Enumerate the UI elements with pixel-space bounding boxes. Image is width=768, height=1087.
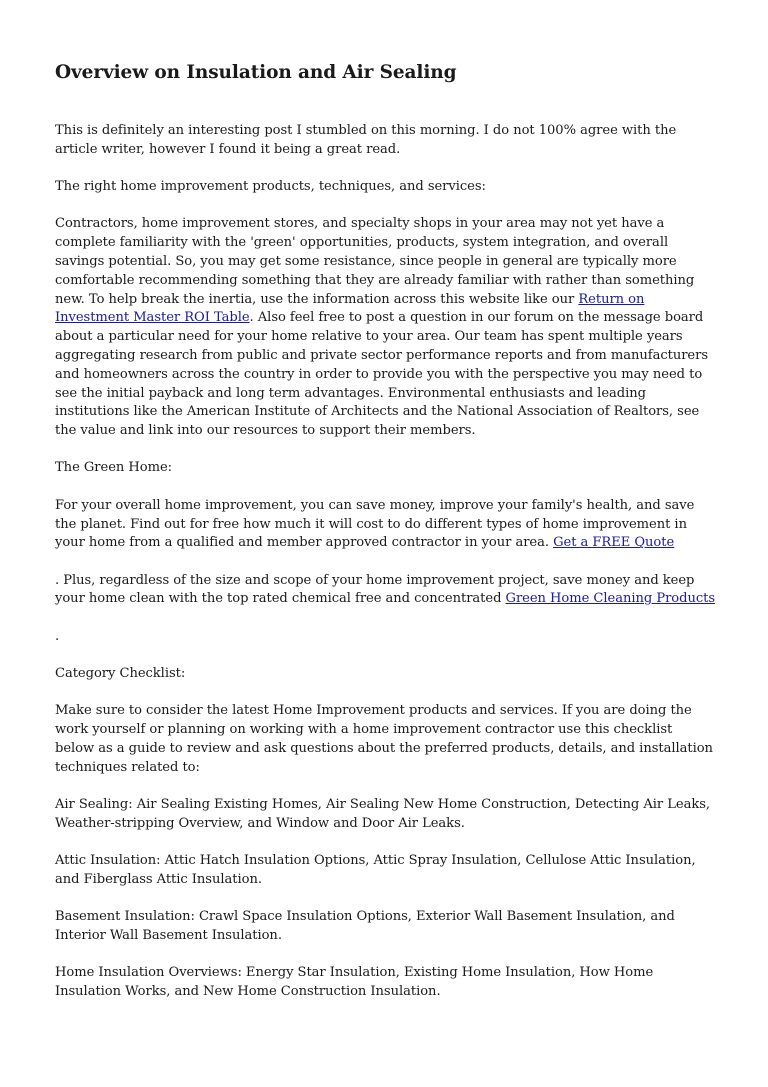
period-line: .	[55, 628, 60, 644]
document-title: Overview on Insulation and Air Sealing	[55, 62, 457, 83]
plus-paragraph	[55, 572, 715, 610]
roi-table-link[interactable]: Return on Investment Master ROI Table	[55, 291, 645, 326]
contractors-paragraph	[55, 215, 715, 441]
attic-insulation-item: Attic Insulation: Attic Hatch Insulation Options, Attic Spray Insulation, Cellulose Attic Insulation, and Fiberglass Attic Insulation.	[55, 853, 696, 887]
right-home-heading: The right home improvement products, techniques, and services:	[55, 179, 486, 195]
contractors-text-after-link: . Also feel free to post a question in our forum on the message board about a particular need for your home relative to your area. Our team has spent multiple years aggregating research from public and private sector performance reports and from manufacturers and homeowners across the country in order to provide you with the perspective you may need to see the initial payback and long term advantages. Environmental enthusiasts and leading institutions like the American Institute of Architects and the National Association of Realtors, see the value and link into our resources to support their members.	[55, 310, 709, 439]
air-sealing-item: Air Sealing: Air Sealing Existing Homes, Air Sealing New Home Construction, Detecting Air Leaks, Weather-stripping Overview, and Window and Door Air Leaks.	[55, 797, 711, 831]
free-quote-link[interactable]: Get a FREE Quote	[553, 535, 675, 551]
green-home-paragraph	[55, 497, 715, 553]
plus-text: . Plus, regardless of the size and scope of your home improvement project, save money and keep your home clean with the top rated chemical free and concentrated	[55, 572, 695, 607]
basement-insulation-item: Basement Insulation: Crawl Space Insulation Options, Exterior Wall Basement Insulation, and Interior Wall Basement Insulation.	[55, 909, 675, 943]
checklist-intro-paragraph: Make sure to consider the latest Home Improvement products and services. If you are doing the work yourself or planning on working with a home improvement contractor use this checklist below as a guide to review and ask questions about the preferred products, details, and installation techniques related to:	[55, 703, 713, 775]
intro-paragraph: This is definitely an interesting post I stumbled on this morning. I do not 100% agree with the article writer, however I found it being a great read.	[55, 123, 677, 157]
document-page	[55, 60, 715, 1020]
home-insulation-overviews-item: Home Insulation Overviews: Energy Star Insulation, Existing Home Insulation, How Home Insulation Works, and New Home Construction Insulation.	[55, 965, 654, 1000]
green-home-heading: The Green Home:	[55, 460, 173, 476]
category-checklist-heading: Category Checklist:	[55, 666, 186, 682]
contractors-text-before-link: Contractors, home improvement stores, and specialty shops in your area may not yet have a complete familiarity with the 'green' opportunities, products, system integration, and overall savings potential. So, you may get some resistance, since people in general are typically more comfortable recommending something that they are already familiar with rather than something new. To help break the inertia, use the information across this website like our	[55, 216, 695, 307]
cleaning-products-link[interactable]: Green Home Cleaning Products	[505, 591, 716, 607]
green-home-text: For your overall home improvement, you can save money, improve your family's health, and save the planet. Find out for free how much it will cost to do different types of home improvement in your home from a qualified and member approved contractor in your area.	[55, 497, 695, 551]
